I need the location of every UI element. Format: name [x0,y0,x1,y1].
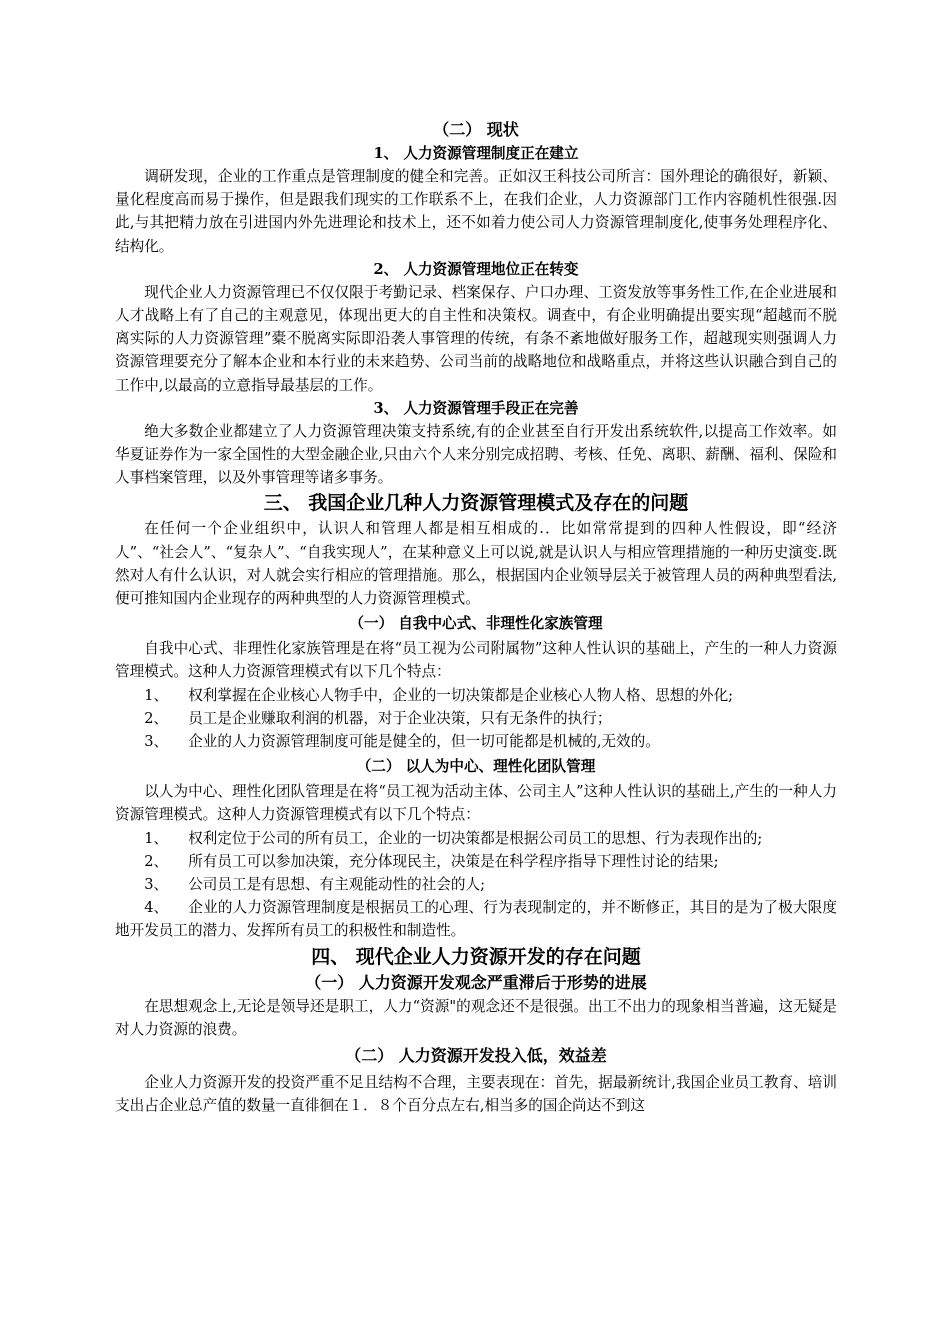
chapter-heading-four: 四、 现代企业人力资源开发的存在问题 [311,945,641,968]
paragraph: 在任何一个企业组织中，认识人和管理人都是相互相成的.．比如常常提到的四种人性假设，即“经济人”、“社会人”、“复杂人”、“自我实现人”，在某种意义上可以说,就是认识人与相应管理措施的一种历史演变.既然对人有什么认识，对人就会实行相应的管理措施。那么，根据国内企业领导层关于被管理人员的两种典型看法,便可推知国内企业现存的两种典型的人力资源管理模式。 [115,520,837,608]
subheading-team-management: （二） 以人为中心、理性化团队管理 [356,758,596,776]
paragraph: 绝大多数企业都建立了人力资源管理决策支持系统,有的企业甚至自行开发出系统软件,以提高工作效率。如华夏证券作为一家全国性的大型金融企业,只由六个人来分别完成招聘、考核、任免、离职、薪酬、福利、保险和人事档案管理，以及外事管理等诸多事务。 [115,422,837,487]
paragraph: 以人为中心、理性化团队管理是在将“员工视为活动主体、公司主人”这种人性认识的基础上,产生的一种人力资源管理模式。这种人力资源管理模式有以下几个特点： [115,783,837,824]
subheading-low-investment: （二） 人力资源开发投入低，效益差 [345,1046,607,1066]
list-item: 3、 企业的人力资源管理制度可能是健全的，但一切可能都是机械的,无效的。 [144,733,660,751]
paragraph: 在思想观念上,无论是领导还是职工，人力“资源"的观念还不是很强。出工不出力的现象相当普遍，这无疑是对人力资源的浪费。 [115,997,837,1038]
subheading-system-building: 1、 人力资源管理制度正在建立 [373,145,579,162]
paragraph: 现代企业人力资源管理已不仅仅限于考勤记录、档案保存、户口办理、工资发放等事务性工作,在企业进展和人才战略上有了自己的主观意见，体现出更大的自主性和决策权。调查中，有企业明确提出要实现“超越而不脱离实际的人力资源管理”橐不脱离实际即沿袭人事管理的传统，有条不紊地做好服务工作，超越现实则强调人力资源管理要充分了解本企业和本行业的未来趋势、公司当前的战略地位和战略重点，并将这些认识融合到自己的工作中,以最高的立意指导最基层的工作。 [115,283,837,394]
chapter-heading-three: 三、 我国企业几种人力资源管理模式及存在的问题 [263,492,689,515]
list-item: 1、 权利定位于公司的所有员工，企业的一切决策都是根据公司员工的思想、行为表现作出的; [144,829,763,847]
document-page [115,118,837,1118]
subheading-family-management: （一） 自我中心式、非理性化家族管理 [349,615,603,633]
list-item: 4、 企业的人力资源管理制度是根据员工的心理、行为表现制定的，并不断修正，其目的是为了极大限度地开发员工的潜力、发挥所有员工的积极性和制造性。 [115,899,837,940]
subheading-means-improving: 3、 人力资源管理手段正在完善 [373,399,579,417]
list-item: 2、 所有员工可以参加决策，充分体现民主，决策是在科学程序指导下理性讨论的结果; [144,852,719,870]
list-item: 3、 公司员工是有思想、有主观能动性的社会的人; [144,876,485,894]
section-heading-current-status: （二） 现状 [433,120,519,139]
list-item: 2、 员工是企业赚取利润的机器，对于企业决策，只有无条件的执行； [144,709,612,727]
paragraph: 自我中心式、非理性化家族管理是在将“员工视为公司附属物”这种人性认识的基础上，产生的一种人力资源管理模式。这种人力资源管理模式有以下几个特点： [115,640,837,681]
subheading-concept-lagging: （一） 人力资源开发观念严重滞后于形势的进展 [305,972,647,992]
paragraph: 企业人力资源开发的投资严重不足且结构不合理，主要表现在：首先，据最新统计,我国企业员工教育、培训支出占企业总产值的数量一直徘徊在１．８个百分点左右,相当多的国企尚达不到这 [115,1074,837,1115]
subheading-status-changing: 2、 人力资源管理地位正在转变 [373,260,579,278]
paragraph: 调研发现，企业的工作重点是管理制度的健全和完善。正如汉王科技公司所言：国外理论的确很好，新颖、量化程度高而易于操作，但是跟我们现实的工作联系不上，在我们企业，人力资源部门工作内容随机性很强.因此,与其把精力放在引进国内外先进理论和技术上，还不如着力使公司人力资源管理制度化,使事务处理程序化、结构化。 [115,168,837,255]
list-item: 1、 权利掌握在企业核心人物手中，企业的一切决策都是企业核心人物人格、思想的外化; [144,686,734,704]
